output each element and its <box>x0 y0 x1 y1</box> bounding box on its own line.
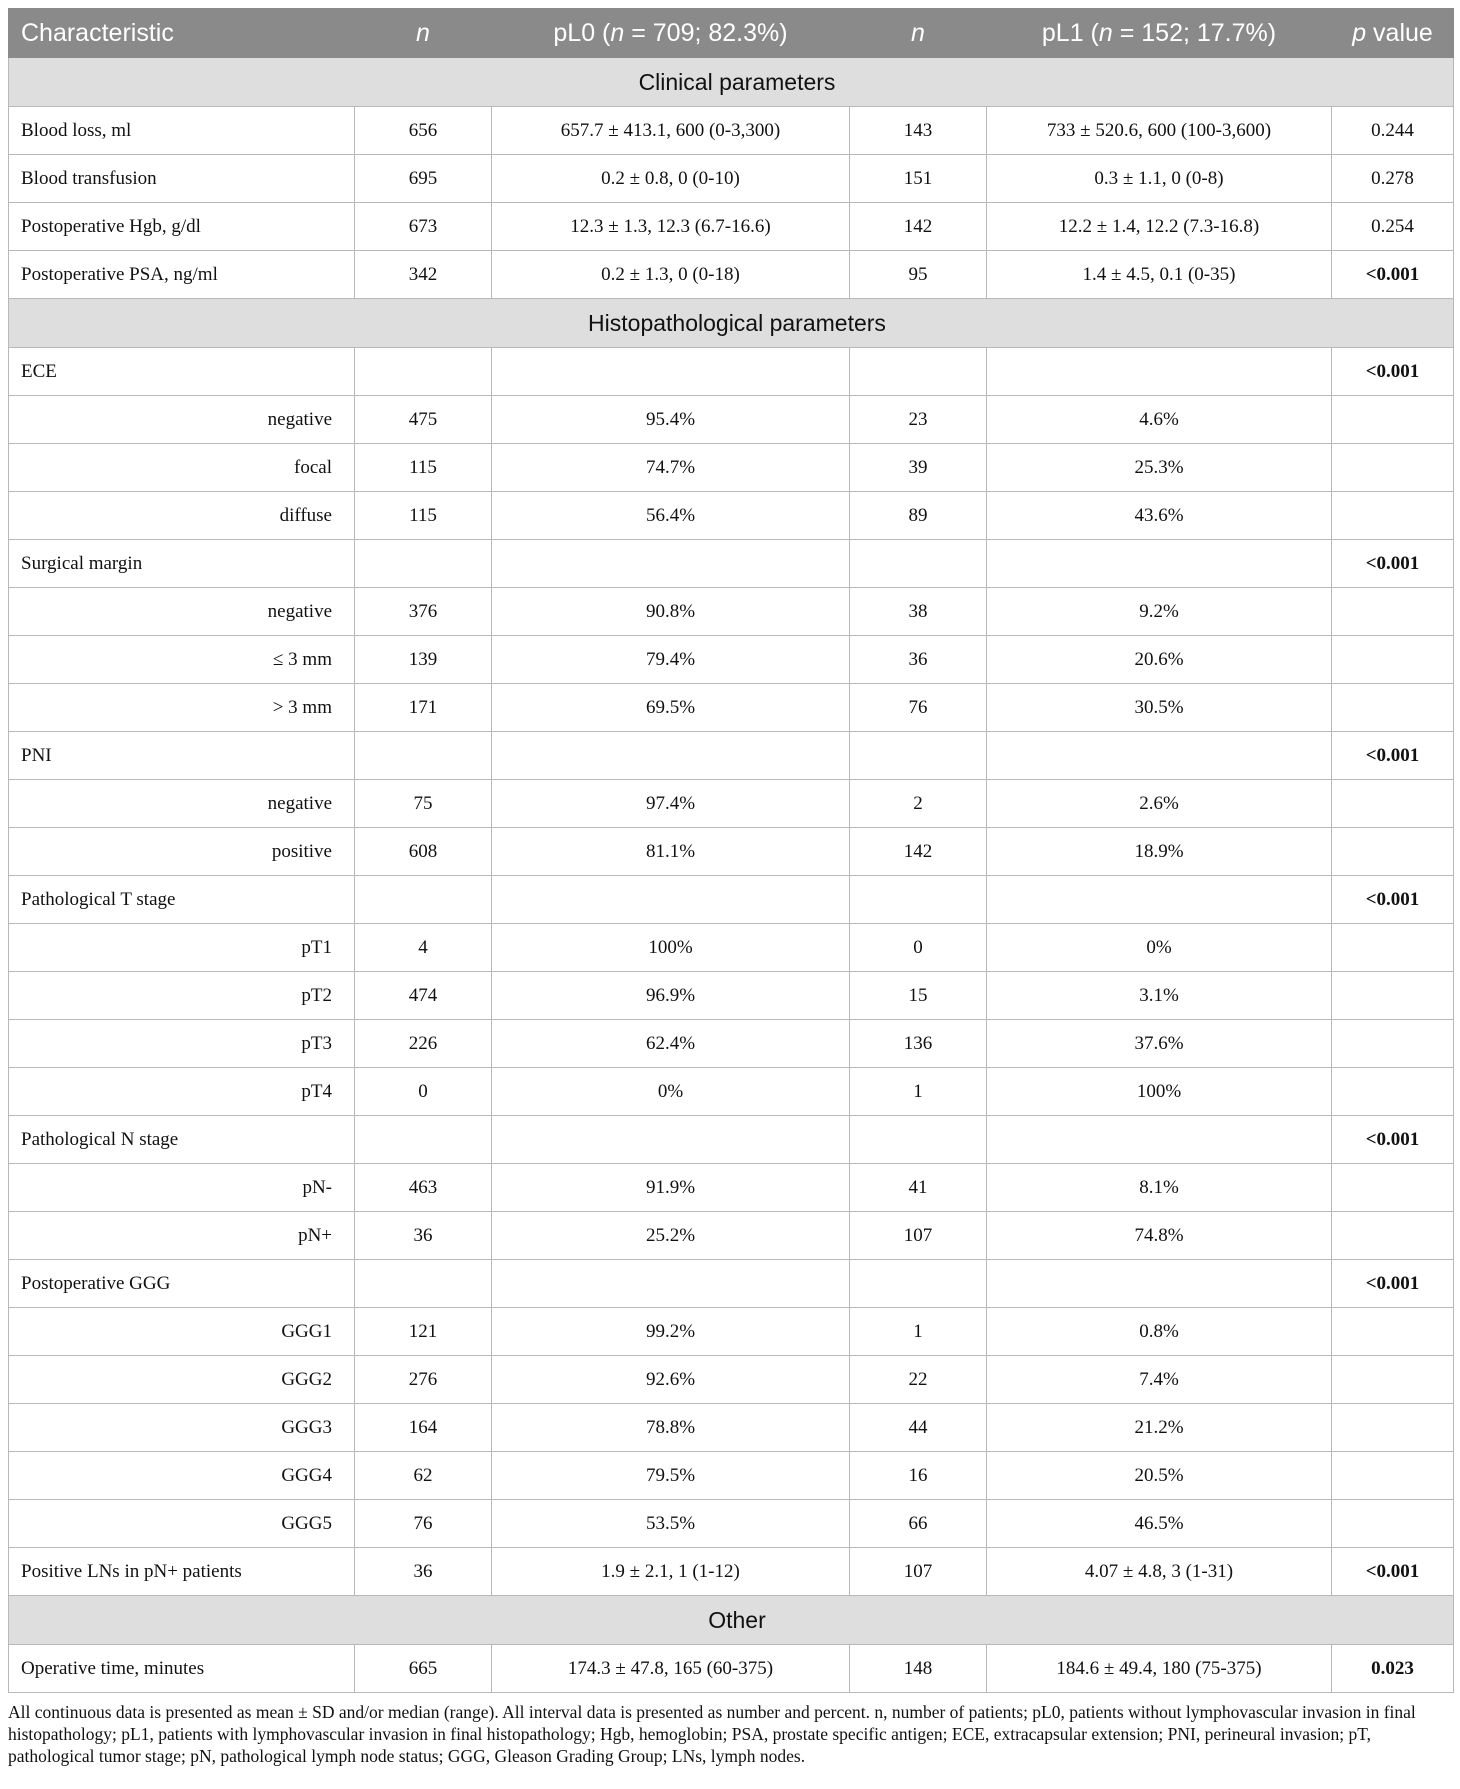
cell-pl0: 95.4% <box>492 396 850 444</box>
cell-pl0 <box>492 1260 850 1308</box>
row-sublabel: focal <box>9 444 355 492</box>
cell-pl0: 91.9% <box>492 1164 850 1212</box>
table-row <box>9 924 1454 972</box>
cell-pl1: 733 ± 520.6, 600 (100-3,600) <box>987 107 1332 155</box>
cell-n-pl1: 151 <box>850 155 987 203</box>
table-row <box>9 1452 1454 1500</box>
cell-n-pl1: 95 <box>850 251 987 299</box>
cell-pl1 <box>987 1116 1332 1164</box>
cell-pl0: 78.8% <box>492 1404 850 1452</box>
cell-pl1 <box>987 540 1332 588</box>
section-title: Other <box>9 1596 1454 1645</box>
cell-n-pl0: 276 <box>355 1356 492 1404</box>
row-label: Postoperative Hgb, g/dl <box>9 203 355 251</box>
row-sublabel: pN+ <box>9 1212 355 1260</box>
cell-pl0: 81.1% <box>492 828 850 876</box>
table-row <box>9 1020 1454 1068</box>
results-table <box>8 8 1454 1693</box>
cell-pl0: 25.2% <box>492 1212 850 1260</box>
cell-n-pl0: 115 <box>355 492 492 540</box>
cell-n-pl1: 107 <box>850 1548 987 1596</box>
cell-pl0: 79.4% <box>492 636 850 684</box>
cell-n-pl0: 656 <box>355 107 492 155</box>
cell-n-pl1: 66 <box>850 1500 987 1548</box>
row-sublabel: negative <box>9 780 355 828</box>
cell-pl1: 30.5% <box>987 684 1332 732</box>
cell-n-pl1: 39 <box>850 444 987 492</box>
cell-n-pl0: 115 <box>355 444 492 492</box>
cell-n-pl1: 76 <box>850 684 987 732</box>
cell-p-value <box>1332 492 1454 540</box>
cell-p-value <box>1332 444 1454 492</box>
table-row <box>9 588 1454 636</box>
header-n-symbol: n <box>416 18 430 47</box>
row-label: Pathological T stage <box>9 876 355 924</box>
cell-p-value <box>1332 780 1454 828</box>
cell-pl0 <box>492 732 850 780</box>
cell-pl1: 0.3 ± 1.1, 0 (0-8) <box>987 155 1332 203</box>
table-row <box>9 732 1454 780</box>
cell-p-value: <0.001 <box>1332 348 1454 396</box>
cell-p-value <box>1332 828 1454 876</box>
table-row <box>9 1356 1454 1404</box>
cell-p-value <box>1332 1452 1454 1500</box>
row-sublabel: GGG2 <box>9 1356 355 1404</box>
row-sublabel: diffuse <box>9 492 355 540</box>
cell-pl1 <box>987 348 1332 396</box>
cell-n-pl1: 0 <box>850 924 987 972</box>
cell-pl1: 20.5% <box>987 1452 1332 1500</box>
cell-pl1: 25.3% <box>987 444 1332 492</box>
table-row <box>9 1500 1454 1548</box>
header-row <box>9 9 1454 58</box>
row-label: PNI <box>9 732 355 780</box>
cell-pl0: 62.4% <box>492 1020 850 1068</box>
cell-p-value <box>1332 924 1454 972</box>
header-n-pl0 <box>355 9 492 58</box>
cell-n-pl0 <box>355 732 492 780</box>
cell-n-pl0: 171 <box>355 684 492 732</box>
table-row <box>9 636 1454 684</box>
cell-pl0: 96.9% <box>492 972 850 1020</box>
cell-n-pl0 <box>355 1116 492 1164</box>
cell-pl1: 2.6% <box>987 780 1332 828</box>
table-row <box>9 1404 1454 1452</box>
cell-n-pl1: 142 <box>850 203 987 251</box>
cell-pl0 <box>492 348 850 396</box>
cell-p-value: 0.244 <box>1332 107 1454 155</box>
cell-n-pl0: 376 <box>355 588 492 636</box>
table-row <box>9 348 1454 396</box>
cell-n-pl1: 1 <box>850 1068 987 1116</box>
cell-n-pl1: 89 <box>850 492 987 540</box>
cell-n-pl1 <box>850 1260 987 1308</box>
cell-pl0: 12.3 ± 1.3, 12.3 (6.7-16.6) <box>492 203 850 251</box>
cell-p-value: 0.278 <box>1332 155 1454 203</box>
cell-p-value: <0.001 <box>1332 1116 1454 1164</box>
table-row <box>9 1260 1454 1308</box>
table-body <box>9 58 1454 1693</box>
row-label: Blood transfusion <box>9 155 355 203</box>
cell-n-pl0: 36 <box>355 1212 492 1260</box>
table-row <box>9 684 1454 732</box>
section-header-row <box>9 299 1454 348</box>
cell-p-value: <0.001 <box>1332 1260 1454 1308</box>
cell-n-pl1: 36 <box>850 636 987 684</box>
row-sublabel: GGG4 <box>9 1452 355 1500</box>
table-row <box>9 1116 1454 1164</box>
table-row <box>9 780 1454 828</box>
header-pl0-prefix: pL0 ( <box>553 18 611 47</box>
table-row <box>9 1308 1454 1356</box>
cell-p-value <box>1332 1068 1454 1116</box>
table-row <box>9 251 1454 299</box>
table-row <box>9 396 1454 444</box>
cell-n-pl1: 107 <box>850 1212 987 1260</box>
cell-n-pl0: 226 <box>355 1020 492 1068</box>
cell-pl1: 43.6% <box>987 492 1332 540</box>
header-p-symbol: p <box>1352 18 1367 47</box>
cell-n-pl1 <box>850 540 987 588</box>
table-row <box>9 972 1454 1020</box>
cell-n-pl1: 1 <box>850 1308 987 1356</box>
cell-pl1: 37.6% <box>987 1020 1332 1068</box>
row-sublabel: pT2 <box>9 972 355 1020</box>
cell-p-value: <0.001 <box>1332 1548 1454 1596</box>
header-pl0-suffix: = 709; 82.3%) <box>624 18 788 47</box>
cell-n-pl1: 38 <box>850 588 987 636</box>
cell-p-value <box>1332 636 1454 684</box>
cell-n-pl0: 4 <box>355 924 492 972</box>
cell-pl0: 74.7% <box>492 444 850 492</box>
cell-pl1: 18.9% <box>987 828 1332 876</box>
row-label: Postoperative GGG <box>9 1260 355 1308</box>
cell-n-pl1: 16 <box>850 1452 987 1500</box>
cell-p-value: <0.001 <box>1332 876 1454 924</box>
row-sublabel: ≤ 3 mm <box>9 636 355 684</box>
cell-pl0: 0.2 ± 1.3, 0 (0-18) <box>492 251 850 299</box>
cell-pl1: 46.5% <box>987 1500 1332 1548</box>
row-label: Blood loss, ml <box>9 107 355 155</box>
cell-pl1: 4.6% <box>987 396 1332 444</box>
row-sublabel: > 3 mm <box>9 684 355 732</box>
header-pl1-prefix: pL1 ( <box>1041 18 1099 47</box>
cell-pl1: 7.4% <box>987 1356 1332 1404</box>
row-sublabel: negative <box>9 588 355 636</box>
cell-n-pl1 <box>850 732 987 780</box>
cell-pl1 <box>987 732 1332 780</box>
cell-pl0: 90.8% <box>492 588 850 636</box>
cell-pl1 <box>987 1260 1332 1308</box>
cell-pl1: 9.2% <box>987 588 1332 636</box>
section-header-row <box>9 1596 1454 1645</box>
table-row <box>9 1548 1454 1596</box>
row-sublabel: GGG3 <box>9 1404 355 1452</box>
cell-pl0: 100% <box>492 924 850 972</box>
header-n-pl1 <box>850 9 987 58</box>
row-sublabel: pT4 <box>9 1068 355 1116</box>
section-title: Histopathological parameters <box>9 299 1454 348</box>
cell-p-value <box>1332 396 1454 444</box>
cell-n-pl0: 0 <box>355 1068 492 1116</box>
row-sublabel: positive <box>9 828 355 876</box>
cell-p-value <box>1332 1404 1454 1452</box>
cell-p-value <box>1332 1212 1454 1260</box>
cell-pl0: 97.4% <box>492 780 850 828</box>
header-pl0-n: n <box>610 18 625 47</box>
cell-pl1: 8.1% <box>987 1164 1332 1212</box>
cell-pl1: 184.6 ± 49.4, 180 (75-375) <box>987 1645 1332 1693</box>
table-row <box>9 203 1454 251</box>
cell-p-value: 0.254 <box>1332 203 1454 251</box>
section-title: Clinical parameters <box>9 58 1454 107</box>
cell-pl0: 56.4% <box>492 492 850 540</box>
cell-p-value <box>1332 972 1454 1020</box>
cell-n-pl1: 44 <box>850 1404 987 1452</box>
cell-p-value: <0.001 <box>1332 540 1454 588</box>
row-label: Surgical margin <box>9 540 355 588</box>
row-label: Positive LNs in pN+ patients <box>9 1548 355 1596</box>
table-row <box>9 1164 1454 1212</box>
cell-p-value <box>1332 1020 1454 1068</box>
table-row <box>9 1645 1454 1693</box>
cell-n-pl0: 608 <box>355 828 492 876</box>
table-row <box>9 155 1454 203</box>
header-characteristic: Characteristic <box>9 9 355 58</box>
cell-pl1: 4.07 ± 4.8, 3 (1-31) <box>987 1548 1332 1596</box>
cell-n-pl1: 22 <box>850 1356 987 1404</box>
cell-pl0: 53.5% <box>492 1500 850 1548</box>
cell-pl0: 657.7 ± 413.1, 600 (0-3,300) <box>492 107 850 155</box>
cell-p-value <box>1332 1356 1454 1404</box>
row-label: Operative time, minutes <box>9 1645 355 1693</box>
table-footnote: All continuous data is presented as mean ± SD and/or median (range). All interval data is presented as number and percent. n, number of patients; pL0, patients without lymphovascular invasion in final histopathology; pL1, patients with lymphovascular invasion in final histopathology; Hgb, hemoglobin; PSA, prostate specific antigen; ECE, extracapsular extension; PNI, perineural invasion; pT, pathological tumor stage; pN, pathological lymph node status; GGG, Gleason Grading Group; LNs, lymph nodes. <box>8 1702 1416 1766</box>
cell-n-pl0 <box>355 876 492 924</box>
cell-pl0: 1.9 ± 2.1, 1 (1-12) <box>492 1548 850 1596</box>
cell-pl0: 0% <box>492 1068 850 1116</box>
cell-n-pl1: 136 <box>850 1020 987 1068</box>
cell-n-pl0: 474 <box>355 972 492 1020</box>
table-row <box>9 444 1454 492</box>
cell-n-pl0 <box>355 348 492 396</box>
cell-n-pl0: 75 <box>355 780 492 828</box>
cell-n-pl1: 2 <box>850 780 987 828</box>
cell-pl1: 20.6% <box>987 636 1332 684</box>
cell-pl1: 100% <box>987 1068 1332 1116</box>
row-label: ECE <box>9 348 355 396</box>
header-pl1 <box>987 9 1332 58</box>
cell-n-pl0: 139 <box>355 636 492 684</box>
cell-n-pl1: 41 <box>850 1164 987 1212</box>
row-sublabel: pT1 <box>9 924 355 972</box>
row-sublabel: pT3 <box>9 1020 355 1068</box>
cell-n-pl0 <box>355 1260 492 1308</box>
cell-n-pl1: 23 <box>850 396 987 444</box>
cell-n-pl1: 142 <box>850 828 987 876</box>
cell-n-pl1 <box>850 348 987 396</box>
cell-n-pl1 <box>850 876 987 924</box>
header-p-value <box>1332 9 1454 58</box>
cell-p-value: 0.023 <box>1332 1645 1454 1693</box>
table-row <box>9 107 1454 155</box>
table-row <box>9 492 1454 540</box>
cell-n-pl1 <box>850 1116 987 1164</box>
row-sublabel: pN- <box>9 1164 355 1212</box>
cell-n-pl0 <box>355 540 492 588</box>
section-header-row <box>9 58 1454 107</box>
cell-n-pl1: 148 <box>850 1645 987 1693</box>
cell-pl0: 99.2% <box>492 1308 850 1356</box>
header-p-suffix: value <box>1366 18 1433 47</box>
cell-pl1 <box>987 876 1332 924</box>
cell-pl0 <box>492 1116 850 1164</box>
cell-pl1: 74.8% <box>987 1212 1332 1260</box>
cell-n-pl0: 463 <box>355 1164 492 1212</box>
row-sublabel: GGG5 <box>9 1500 355 1548</box>
table-row <box>9 540 1454 588</box>
cell-pl0: 79.5% <box>492 1452 850 1500</box>
cell-n-pl0: 695 <box>355 155 492 203</box>
cell-n-pl0: 475 <box>355 396 492 444</box>
cell-n-pl0: 164 <box>355 1404 492 1452</box>
cell-n-pl1: 15 <box>850 972 987 1020</box>
cell-p-value <box>1332 1500 1454 1548</box>
cell-n-pl1: 143 <box>850 107 987 155</box>
cell-pl0: 69.5% <box>492 684 850 732</box>
cell-pl0: 0.2 ± 0.8, 0 (0-10) <box>492 155 850 203</box>
header-pl1-suffix: = 152; 17.7%) <box>1112 18 1277 47</box>
row-sublabel: GGG1 <box>9 1308 355 1356</box>
table-row <box>9 876 1454 924</box>
table-container <box>8 8 1453 1767</box>
table-row <box>9 828 1454 876</box>
header-n-symbol: n <box>911 18 925 47</box>
header-pl1-n: n <box>1098 18 1113 47</box>
cell-pl1: 21.2% <box>987 1404 1332 1452</box>
cell-n-pl0: 665 <box>355 1645 492 1693</box>
cell-p-value: <0.001 <box>1332 732 1454 780</box>
row-label: Postoperative PSA, ng/ml <box>9 251 355 299</box>
cell-p-value <box>1332 588 1454 636</box>
row-sublabel: negative <box>9 396 355 444</box>
cell-pl0 <box>492 540 850 588</box>
cell-n-pl0: 36 <box>355 1548 492 1596</box>
cell-n-pl0: 342 <box>355 251 492 299</box>
cell-n-pl0: 62 <box>355 1452 492 1500</box>
cell-pl1: 12.2 ± 1.4, 12.2 (7.3-16.8) <box>987 203 1332 251</box>
cell-pl0: 174.3 ± 47.8, 165 (60-375) <box>492 1645 850 1693</box>
cell-pl1: 1.4 ± 4.5, 0.1 (0-35) <box>987 251 1332 299</box>
cell-p-value: <0.001 <box>1332 251 1454 299</box>
table-row <box>9 1212 1454 1260</box>
table-row <box>9 1068 1454 1116</box>
cell-n-pl0: 121 <box>355 1308 492 1356</box>
cell-n-pl0: 673 <box>355 203 492 251</box>
cell-p-value <box>1332 684 1454 732</box>
cell-p-value <box>1332 1308 1454 1356</box>
cell-p-value <box>1332 1164 1454 1212</box>
cell-pl1: 0.8% <box>987 1308 1332 1356</box>
cell-n-pl0: 76 <box>355 1500 492 1548</box>
cell-pl1: 0% <box>987 924 1332 972</box>
cell-pl0 <box>492 876 850 924</box>
header-pl0 <box>492 9 850 58</box>
cell-pl1: 3.1% <box>987 972 1332 1020</box>
cell-pl0: 92.6% <box>492 1356 850 1404</box>
row-label: Pathological N stage <box>9 1116 355 1164</box>
